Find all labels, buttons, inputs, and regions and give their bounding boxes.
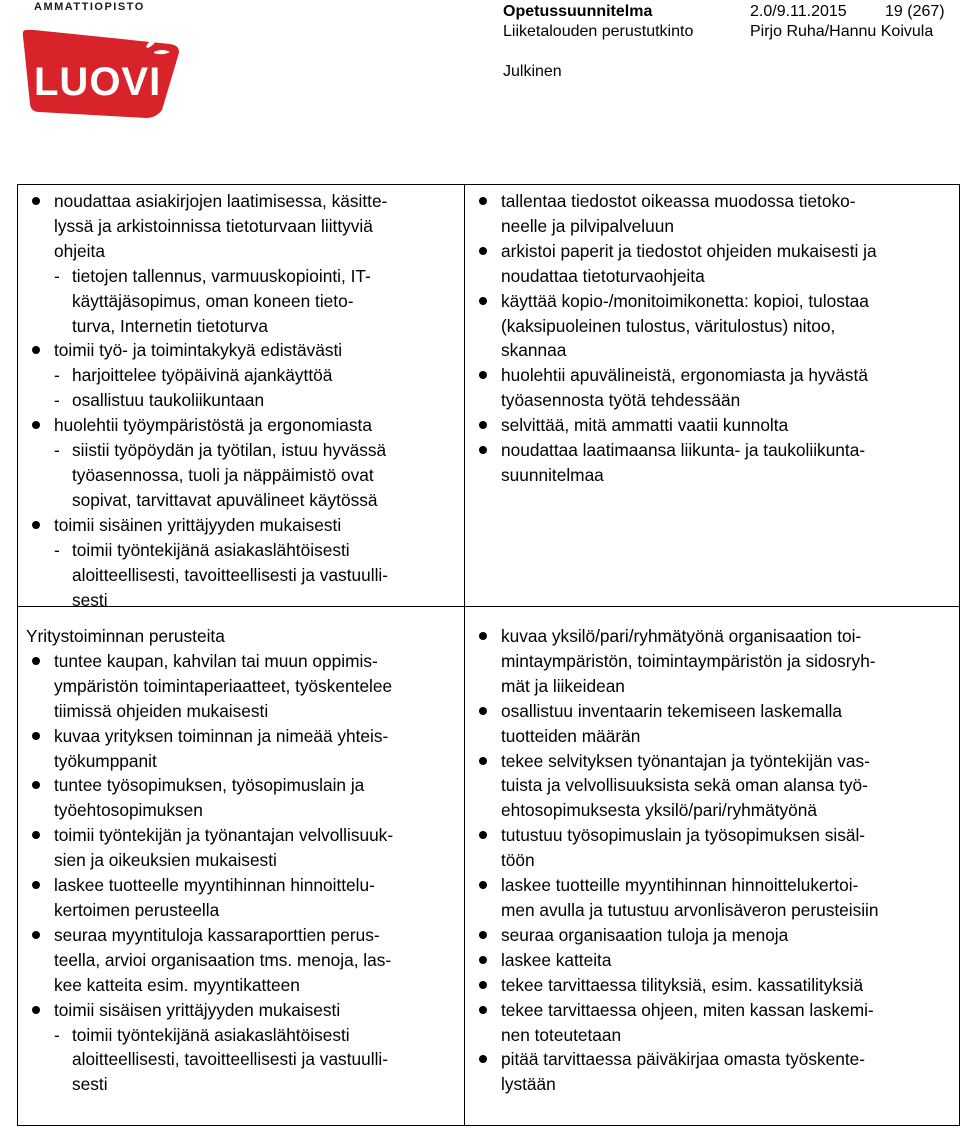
- line: tekee tarvittaessa tilityksiä, esim. kassatilityksiä: [501, 974, 864, 995]
- line: käyttäjäsopimus, oman koneen tieto-: [72, 290, 354, 311]
- document-authors: Pirjo Ruha/Hannu Koivula: [750, 23, 934, 40]
- line: ympäristön toimintaperiaatteet, työskentelee: [54, 675, 393, 696]
- bullet-icon: [479, 446, 487, 454]
- list-item: [465, 699, 960, 749]
- logo-org-name: AMMATTIOPISTO: [34, 1, 145, 13]
- document-subtitle: Liiketalouden perustutkinto: [503, 23, 694, 40]
- list-item: [465, 438, 960, 488]
- list-item: [18, 189, 464, 264]
- list-item: [465, 749, 960, 824]
- sub-item: - harjoittelee työpäivinä ajankäyttöä: [54, 363, 464, 388]
- bullet-icon: [32, 657, 40, 665]
- bullet-icon: [32, 421, 40, 429]
- line: siistii työpöydän ja työtilan, istuu hyvässä: [72, 440, 387, 461]
- line: seuraa myyntituloja kassaraporttien perus-: [54, 924, 380, 945]
- line: tiimissä ohjeiden mukaisesti: [54, 700, 269, 721]
- line: kuvaa yrityksen toiminnan ja nimeää yhteis-: [54, 725, 389, 746]
- list-item: [18, 823, 464, 873]
- bullet-icon: [32, 346, 40, 354]
- line: toimii työntekijänä asiakaslähtöisesti: [72, 539, 350, 560]
- bullet-icon: [479, 881, 487, 889]
- line: kee katteita esim. myyntikatteen: [54, 974, 300, 995]
- line: kuvaa yksilö/pari/ryhmätyönä organisaation toi-: [501, 626, 862, 646]
- line: neelle ja pilvipalveluun: [501, 215, 674, 236]
- luovi-logo: [20, 0, 180, 122]
- line: noudattaa laatimaansa liikunta- ja taukoliikunta-: [501, 440, 866, 461]
- table-cell-top-left: [17, 184, 464, 606]
- line: toimii sisäisen yrittäjyyden mukaisesti: [54, 999, 341, 1020]
- list-item: [465, 973, 960, 998]
- line: käyttää kopio-/monitoimikonetta: kopioi, tulostaa: [501, 290, 869, 311]
- line: osallistuu taukoliikuntaan: [72, 390, 265, 411]
- line: työasennosta työtä tehdessään: [501, 390, 741, 411]
- bullet-icon: [479, 1055, 487, 1063]
- line: toimii työntekijän ja työnantajan velvollisuuk-: [54, 825, 394, 846]
- line: tallentaa tiedostot oikeassa muodossa tietoko-: [501, 191, 856, 211]
- line: tekee selvityksen työnantajan ja työntekijän vas-: [501, 750, 870, 771]
- table-cell-bottom-left: [17, 606, 464, 1126]
- bullet-icon: [479, 956, 487, 964]
- line: noudattaa tietoturvaohjeita: [501, 265, 705, 286]
- bullet-icon: [479, 297, 487, 305]
- bullet-icon: [32, 781, 40, 789]
- bullet-icon: [479, 197, 487, 205]
- line: tuntee työsopimuksen, työsopimuslain ja: [54, 775, 365, 796]
- line: aloitteellisesti, tavoitteellisesti ja vastuulli-: [72, 564, 388, 585]
- svg-text:LUOVI: LUOVI: [34, 60, 162, 104]
- list-item: [18, 998, 464, 1023]
- list-item: [18, 773, 464, 823]
- line: työasennossa, tuoli ja näppäimistö ovat: [72, 464, 374, 485]
- list-item: [465, 1047, 960, 1097]
- list-item: [465, 413, 960, 438]
- sub-item: - toimii työntekijänä asiakaslähtöisesti aloitteellisesti, tavoitteellisesti ja vastuulli- sesti: [54, 1023, 464, 1098]
- list-item: [18, 413, 464, 438]
- list-item: [465, 948, 960, 973]
- line: suunnitelmaa: [501, 464, 604, 485]
- bullet-icon: [479, 421, 487, 429]
- list-item: [18, 724, 464, 774]
- line: tuotteiden määrän: [501, 725, 641, 746]
- section-heading: Yritystoiminnan perusteita: [26, 626, 225, 646]
- sub-item: - osallistuu taukoliikuntaan: [54, 388, 464, 413]
- bullet-icon: [32, 521, 40, 529]
- list-item: [465, 998, 960, 1048]
- bullet-icon: [479, 1006, 487, 1014]
- line: seuraa organisaation tuloja ja menoja: [501, 924, 789, 945]
- line: mintaympäristön, toimintaympäristön ja sidosryh-: [501, 650, 876, 671]
- bullet-icon: [479, 757, 487, 765]
- line: tuista ja velvollisuuksista sekä oman alansa työ-: [501, 775, 868, 796]
- line: ohjeita: [54, 240, 105, 261]
- sub-item: - siistii työpöydän ja työtilan, istuu hyvässä työasennossa, tuoli ja näppäimistö ovat sopivat, tarvittavat apuvälineet käytössä: [54, 438, 464, 513]
- line: huolehtii työympäristöstä ja ergonomiasta: [54, 415, 372, 436]
- line: tuntee kaupan, kahvilan tai muun oppimis-: [54, 650, 378, 671]
- line: tutustuu työsopimuslain ja työsopimuksen sisäl-: [501, 825, 866, 846]
- bullet-icon: [479, 981, 487, 989]
- list-item: [18, 513, 464, 538]
- line: mät ja liikeidean: [501, 675, 625, 696]
- list-item: [465, 624, 960, 699]
- bullet-icon: [32, 831, 40, 839]
- line: selvittää, mitä ammatti vaatii kunnolta: [501, 415, 789, 436]
- bullet-icon: [479, 931, 487, 939]
- line: kertoimen perusteella: [54, 899, 220, 920]
- line: arkistoi paperit ja tiedostot ohjeiden mukaisesti ja: [501, 240, 877, 261]
- line: toimii työntekijänä asiakaslähtöisesti: [72, 1024, 350, 1045]
- line: toimii työ- ja toimintakykyä edistävästi: [54, 340, 343, 361]
- line: (kaksipuoleinen tulostus, väritulostus) nitoo,: [501, 315, 836, 336]
- line: töön: [501, 850, 535, 871]
- bullet-icon: [32, 732, 40, 740]
- bullet-icon: [479, 371, 487, 379]
- list-item: [465, 189, 960, 239]
- line: huolehtii apuvälineistä, ergonomiasta ja hyvästä: [501, 365, 868, 386]
- page-number: 19 (267): [885, 3, 945, 20]
- line: toimii sisäinen yrittäjyyden mukaisesti: [54, 514, 342, 535]
- bullet-icon: [479, 707, 487, 715]
- line: laskee katteita: [501, 949, 612, 970]
- line: työehtosopimuksen: [54, 800, 203, 821]
- line: tekee tarvittaessa ohjeen, miten kassan laskemi-: [501, 999, 874, 1020]
- list-item: [465, 289, 960, 364]
- line: nen toteutetaan: [501, 1024, 622, 1045]
- list-item: [18, 873, 464, 923]
- line: sesti: [72, 589, 108, 606]
- line: osallistuu inventaarin tekemiseen laskemalla: [501, 700, 843, 721]
- line: harjoittelee työpäivinä ajankäyttöä: [72, 365, 333, 386]
- sub-item: - toimii työntekijänä asiakaslähtöisesti aloitteellisesti, tavoitteellisesti ja vastuulli- sesti: [54, 538, 464, 606]
- list-item: [18, 923, 464, 998]
- sub-item: - tietojen tallennus, varmuuskopiointi, IT- käyttäjäsopimus, oman koneen tieto- turva, Internetin tietoturva: [54, 264, 464, 339]
- bullet-icon: [479, 831, 487, 839]
- list-item: [465, 923, 960, 948]
- line: sien ja oikeuksien mukaisesti: [54, 850, 277, 871]
- list-item: [465, 873, 960, 923]
- line: työkumppanit: [54, 750, 157, 771]
- table-cell-bottom-right: [464, 606, 960, 1126]
- line: sopivat, tarvittavat apuvälineet käytössä: [72, 489, 378, 510]
- line: men avulla ja tutustuu arvonlisäveron perusteisiin: [501, 899, 879, 920]
- list-item: [465, 239, 960, 289]
- bullet-icon: [32, 1006, 40, 1014]
- luovi-logo-mark: [20, 16, 185, 122]
- line: tietojen tallennus, varmuuskopiointi, IT-: [72, 265, 371, 286]
- line: aloitteellisesti, tavoitteellisesti ja vastuulli-: [72, 1049, 388, 1070]
- line: ehtosopimuksesta yksilö/pari/ryhmätyönä: [501, 800, 818, 821]
- line: laskee tuotteelle myyntihinnan hinnoittelu-: [54, 875, 375, 896]
- line: pitää tarvittaessa päiväkirjaa omasta työskente-: [501, 1049, 866, 1070]
- line: laskee tuotteille myyntihinnan hinnoittelukertoi-: [501, 875, 859, 896]
- list-item: [465, 823, 960, 873]
- document-visibility: Julkinen: [503, 63, 562, 80]
- list-item: [18, 338, 464, 363]
- bullet-icon: [479, 247, 487, 255]
- document-title: Opetussuunnitelma: [503, 3, 653, 20]
- line: lystään: [501, 1074, 556, 1095]
- line: sesti: [72, 1074, 108, 1095]
- list-item: [18, 649, 464, 724]
- bullet-icon: [32, 881, 40, 889]
- line: turva, Internetin tietoturva: [72, 315, 268, 336]
- line: teella, arvioi organisaation tms. menoja, las-: [54, 949, 392, 970]
- list-item: [465, 363, 960, 413]
- bullet-icon: [32, 197, 40, 205]
- document-date: 2.0/9.11.2015: [750, 3, 847, 20]
- bullet-icon: [479, 632, 487, 640]
- table-cell-top-right: [464, 184, 960, 606]
- line: lyssä ja arkistoinnissa tietoturvaan liittyviä: [54, 215, 373, 236]
- line: skannaa: [501, 340, 567, 361]
- bullet-icon: [32, 931, 40, 939]
- line: noudattaa asiakirjojen laatimisessa, käsitte-: [54, 191, 388, 211]
